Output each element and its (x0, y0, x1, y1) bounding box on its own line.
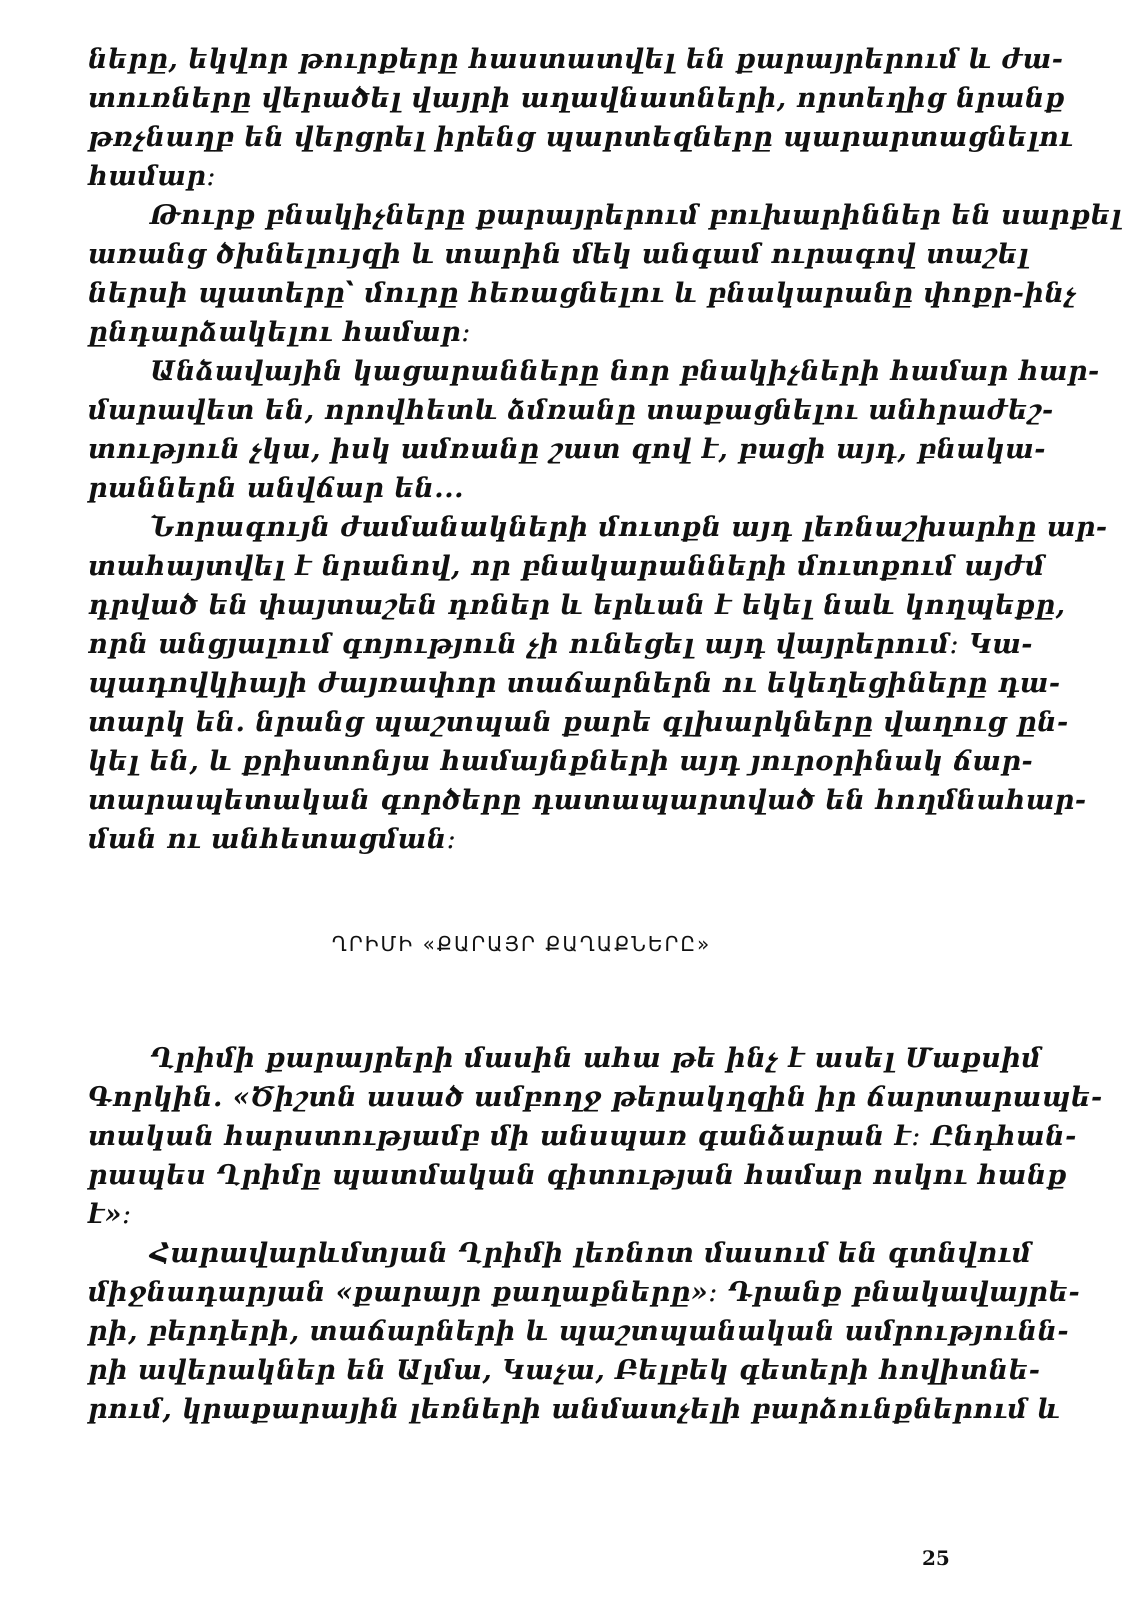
text-line: տական հարստությամբ մի անսպառ գանձարան է։ Ընդհան- (88, 1121, 1077, 1152)
body-text-top (88, 40, 1122, 859)
text-line: թռչնաղբ են վերցրել իրենց պարտեզները պարարտացնելու (88, 122, 1074, 153)
text-line: տություն չկա, իսկ ամռանը շատ զով է, բացի այդ, բնակա- (88, 434, 1046, 465)
text-line: տարկ են. նրանց պաշտպան քարե գլխարկները վաղուց ըն- (88, 707, 1069, 738)
text-line: րում, կրաքարային լեռների անմատչելի բարձունքներում և (88, 1394, 1061, 1425)
text-line: համար։ (88, 161, 217, 192)
text-line: ընդարձակելու համար։ (88, 317, 471, 348)
text-line: կել են, և քրիստոնյա համայնքների այդ յուրօրինակ ճար- (88, 746, 1034, 777)
text-line: Անձավային կացարանները նոր բնակիչների համար հար- (150, 356, 1100, 387)
page-number: 25 (922, 1546, 950, 1570)
text-line: Թուրք բնակիչները քարայրերում բուխարիններ են սարքել (150, 200, 1122, 231)
text-line: ման ու անհետացման։ (88, 824, 457, 855)
text-line: առանց ծխնելույզի և տարին մեկ անգամ ուրագով տաշել (88, 239, 1030, 270)
section-heading: ՂՐԻՄԻ «ՔԱՐԱՅՐ ՔԱՂԱՔՆԵՐԸ» (331, 932, 712, 956)
text-line: որն անցյալում գոյություն չի ունեցել այդ վայրերում։ Կա- (88, 629, 1034, 660)
text-line: ները, եկվոր թուրքերը հաստատվել են քարայրերում և ժա- (88, 44, 1064, 75)
text-line: ներսի պատերը՝ մուրը հեռացնելու և բնակարանը փոքր-ինչ (88, 278, 1077, 309)
text-line: միջնադարյան «քարայր քաղաքները»։ Դրանք բնակավայրե- (88, 1277, 1081, 1308)
text-line: դրված են փայտաշեն դռներ և երևան է եկել նաև կողպեքը, (88, 590, 1066, 621)
text-line: րի, բերդերի, տաճարների և պաշտպանական ամրությունն- (88, 1316, 1070, 1347)
text-line: Նորագույն ժամանակների մուտքն այդ լեռնաշխարհը ար- (150, 512, 1108, 543)
text-line: մարավետ են, որովհետև ձմռանը տաքացնելու անհրաժեշ- (88, 395, 1054, 426)
text-line: րապես Ղրիմը պատմական գիտության համար ոսկու հանք (88, 1160, 1068, 1191)
text-line: Հարավարևմտյան Ղրիմի լեռնոտ մասում են գտնվում (150, 1238, 1032, 1269)
text-line: Գորկին. «Ծիշտն ասած ամբողջ թերակղզին իր ճարտարապե- (88, 1082, 1103, 1113)
text-line: տարապետական գործերը դատապարտված են հողմնահար- (88, 785, 1087, 816)
text-line: Ղրիմի քարայրերի մասին ահա թե ինչ է ասել Մաքսիմ (150, 1043, 1042, 1074)
body-text-bottom (88, 1039, 1103, 1429)
text-line: տահայտվել է նրանով, որ բնակարանների մուտքում այժմ (88, 551, 1045, 582)
text-line: տուռները վերածել վայրի աղավնատների, որտեղից նրանք (88, 83, 1066, 114)
text-line: րաններն անվճար են... (88, 473, 465, 504)
text-line: պադովկիայի ժայռափոր տաճարներն ու եկեղեցիները դա- (88, 668, 1061, 699)
text-line: րի ավերակներ են Ալմա, Կաչա, Բելբեկ գետերի հովիտնե- (88, 1355, 1041, 1386)
text-line: է»։ (88, 1199, 132, 1230)
